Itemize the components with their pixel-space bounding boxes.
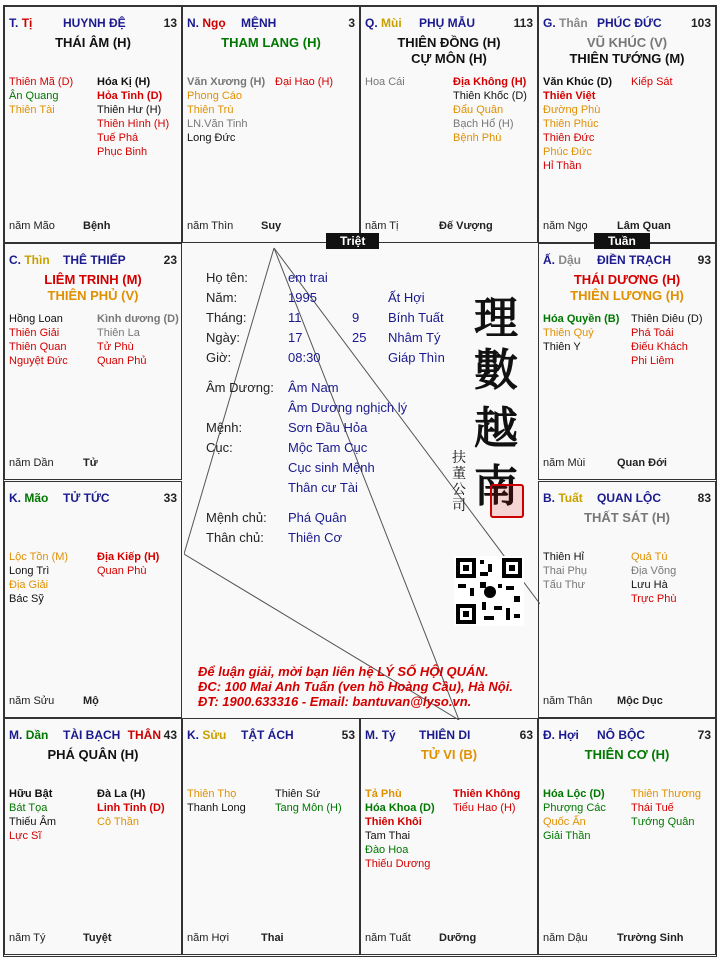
palace-stage: Quan Đới — [617, 457, 667, 469]
minor-stars-left — [187, 75, 265, 145]
palace-can-chi — [365, 728, 396, 742]
minor-star: Đường Phù — [543, 104, 601, 116]
minor-stars-left — [543, 75, 612, 173]
year-value: 1995 — [288, 290, 317, 305]
month-can-chi: Bính Tuất — [388, 310, 444, 325]
minor-star: Văn Khúc (D) — [543, 76, 613, 88]
minor-star: Ân Quang — [9, 90, 59, 102]
minor-star: Nguyệt Đức — [9, 355, 68, 367]
minor-star: Quan Phủ — [97, 355, 147, 367]
minor-star: Địa Giải — [9, 579, 49, 591]
palace-footer — [543, 932, 711, 946]
palace-stage: Mộ — [83, 695, 99, 707]
main-star: THÁI ÂM (H) — [55, 35, 131, 50]
minor-star: Thiên Hư (H) — [97, 104, 162, 116]
palace-can-chi — [365, 16, 402, 30]
palace-header — [9, 253, 177, 269]
main-star: CỰ MÔN (H) — [411, 51, 487, 66]
minor-star: Quả Tú — [631, 551, 668, 563]
contact-address: ĐC: 100 Mai Anh Tuấn (ven hồ Hoàng Cầu), Hà Nội. — [198, 679, 513, 694]
seal-char-3: 越 — [474, 403, 518, 454]
year-label: Năm: — [206, 290, 238, 305]
palace-stage: Suy — [261, 220, 282, 232]
minor-star: Thiên Quý — [543, 327, 594, 339]
day-label: Ngày: — [206, 330, 240, 345]
center-info-panel — [184, 244, 540, 720]
palace-can: N. — [187, 16, 199, 30]
minor-star: Tiểu Hao (H) — [453, 802, 516, 814]
main-star: THIÊN LƯƠNG (H) — [570, 288, 684, 303]
minor-star: Phi Liêm — [631, 355, 674, 367]
contact-block — [198, 664, 513, 709]
minor-star: Hữu Bật — [9, 788, 53, 800]
minor-stars-right — [631, 312, 703, 368]
palace-can: Đ. — [543, 728, 555, 742]
palace-age: 13 — [163, 16, 177, 30]
minor-stars-right — [631, 75, 673, 89]
minor-stars-left — [365, 787, 435, 871]
main-star: THIÊN CƠ (H) — [584, 747, 670, 762]
palace-name: ĐIỀN TRẠCH — [597, 253, 671, 267]
minor-stars-right — [453, 75, 527, 145]
palace-can-chi — [9, 16, 32, 30]
palace-footer — [9, 457, 177, 471]
palace-can-chi — [543, 728, 579, 742]
palace-can: K. — [9, 491, 21, 505]
palace-name: NÔ BỘC — [597, 728, 645, 742]
main-stars — [541, 747, 713, 763]
palace-chi: Tị — [21, 16, 33, 30]
minor-star: Hóa Lộc (D) — [543, 788, 605, 800]
palace-name: QUAN LỘC — [597, 491, 661, 505]
palace-age: 83 — [697, 491, 711, 505]
minor-stars-right — [275, 787, 342, 815]
main-stars — [7, 35, 179, 51]
minor-star: Thiếu Dương — [365, 858, 431, 870]
palace-header — [543, 728, 711, 744]
year-can-chi: Ất Hợi — [388, 290, 425, 305]
palace-ti[interactable] — [360, 718, 538, 955]
palace-can-chi — [187, 16, 226, 30]
than-marker: THÂN — [127, 728, 161, 742]
minor-star: Hỉ Thần — [543, 160, 582, 172]
minor-star: Long Trì — [9, 565, 50, 577]
hour-value: 08:30 — [288, 350, 321, 365]
palace-stage: Lâm Quan — [617, 220, 671, 232]
minor-star: Tuế Phá — [97, 132, 139, 144]
minor-star: Điếu Khách — [631, 341, 688, 353]
palace-chi: Thìn — [24, 253, 50, 267]
palace-age: 93 — [697, 253, 711, 267]
day-lunar: 25 — [352, 330, 367, 345]
minor-stars-left — [543, 550, 587, 592]
palace-name: TẬT ÁCH — [241, 728, 294, 742]
am-duong-label: Âm Dương: — [206, 380, 274, 395]
minor-star: Thiên Mã (D) — [9, 76, 74, 88]
minor-star: LN.Văn Tinh — [187, 118, 248, 130]
palace-name: HUYNH ĐỆ — [63, 16, 126, 30]
palace-can: Ấ. — [543, 253, 555, 267]
palace-thin[interactable] — [4, 243, 182, 480]
seal-char-2: 數 — [474, 345, 518, 396]
minor-stars-right — [453, 787, 520, 815]
palace-header — [543, 253, 711, 269]
minor-star: Thiên Tài — [9, 104, 55, 116]
minor-star: Thiên Thương — [631, 788, 702, 800]
palace-header — [365, 728, 533, 744]
palace-can: B. — [543, 491, 555, 505]
palace-can-chi — [9, 491, 48, 505]
main-stars — [185, 35, 357, 51]
palace-can: G. — [543, 16, 556, 30]
minor-star: Thiên Y — [543, 341, 581, 353]
minor-star: Thiên Hình (H) — [97, 118, 170, 130]
palace-can-chi — [543, 491, 583, 505]
than-chu-value: Thiên Cơ — [288, 530, 343, 545]
minor-star: Đào Hoa — [365, 844, 409, 856]
minor-star: Địa Kiếp (H) — [97, 551, 160, 563]
minor-star: Trực Phù — [631, 593, 677, 605]
palace-stage: Mộc Dục — [617, 695, 663, 707]
palace-header — [9, 491, 177, 507]
qr-code-icon[interactable] — [454, 556, 524, 626]
palace-year: năm Thìn — [187, 220, 234, 232]
minor-star: Lưu Hà — [631, 579, 668, 591]
palace-year: năm Thân — [543, 695, 593, 707]
minor-star: Địa Không (H) — [453, 76, 527, 88]
palace-footer — [365, 220, 533, 234]
minor-star: Thiên Khốc (D) — [453, 90, 527, 102]
palace-age: 43 — [163, 728, 177, 742]
palace-chi: Dậu — [558, 253, 582, 267]
palace-stage: Bệnh — [83, 220, 111, 232]
minor-star: Đẩu Quân — [453, 104, 504, 116]
minor-star: Hỏa Tinh (D) — [97, 90, 163, 102]
minor-stars-right — [97, 787, 165, 829]
palace-age: 63 — [519, 728, 533, 742]
seal-side-text: 扶董公司 — [452, 450, 466, 514]
minor-stars-left — [187, 787, 246, 815]
red-seal-stamp-icon — [490, 484, 524, 518]
minor-stars-right — [97, 312, 179, 368]
palace-footer — [187, 220, 355, 234]
minor-star: Bác Sỹ — [9, 593, 44, 605]
palace-header — [543, 16, 711, 32]
palace-year: năm Tị — [365, 220, 399, 232]
tu-vi-chart — [3, 5, 717, 957]
palace-than[interactable] — [538, 6, 716, 243]
main-stars — [363, 35, 535, 67]
name-label: Họ tên: — [206, 270, 248, 285]
palace-name: PHỤ MẪU — [419, 16, 475, 30]
seal-char-4: 南 — [474, 461, 518, 512]
contact-line-1: Để luận giải, mời bạn liên hệ LÝ SỐ HỘI QUÁN. — [198, 664, 489, 679]
palace-footer — [543, 695, 711, 709]
day-can-chi: Nhâm Tý — [388, 330, 441, 345]
contact-phone-email[interactable]: ĐT: 1900.633316 - Email: bantuvan@lyso.vn. — [198, 694, 472, 709]
minor-star: Thiên Khôi — [365, 816, 422, 828]
cuc-relation: Cục sinh Mệnh — [288, 460, 375, 475]
minor-star: Bệnh Phù — [453, 132, 502, 144]
palace-tuat[interactable] — [538, 481, 716, 718]
minor-star: Thiên Phúc — [543, 118, 599, 130]
minor-star: Đà La (H) — [97, 788, 146, 800]
palace-can: T. — [9, 16, 19, 30]
palace-chi: Sửu — [202, 728, 227, 742]
minor-stars-left — [543, 787, 606, 843]
palace-age: 3 — [348, 16, 355, 30]
minor-stars-left — [543, 312, 619, 354]
palace-age: 113 — [513, 16, 533, 30]
minor-star: Hóa Khoa (D) — [365, 802, 435, 814]
palace-suu[interactable] — [182, 718, 360, 955]
minor-star: Lực Sĩ — [9, 830, 42, 842]
palace-year: năm Tuất — [365, 932, 411, 944]
tuan-tag: Tuần — [594, 233, 650, 249]
palace-name: TÀI BẠCH — [63, 728, 121, 742]
minor-star: Thiên Hỉ — [543, 551, 584, 563]
minor-star: Phúc Đức — [543, 146, 592, 158]
palace-year: năm Dậu — [543, 932, 588, 944]
minor-star: Tấu Thư — [543, 579, 586, 591]
minor-stars-left — [9, 75, 73, 117]
main-star: THẤT SÁT (H) — [584, 510, 670, 525]
palace-chi: Mão — [24, 491, 49, 505]
palace-chi: Ngọ — [202, 16, 226, 30]
triet-tag: Triệt — [326, 233, 379, 249]
palace-can-chi — [187, 728, 226, 742]
palace-chi: Hợi — [558, 728, 579, 742]
palace-dau[interactable] — [538, 243, 716, 480]
minor-star: Lộc Tồn (M) — [9, 551, 69, 563]
minor-stars-right — [97, 75, 169, 159]
minor-star: Hồng Loan — [9, 313, 63, 325]
palace-footer — [187, 932, 355, 946]
palace-header — [187, 728, 355, 744]
minor-star: Thiên Quan — [9, 341, 67, 353]
hour-can-chi: Giáp Thìn — [388, 350, 445, 365]
palace-name: TỬ TỨC — [63, 491, 110, 505]
palace-can-chi — [9, 728, 48, 742]
minor-star: Thiên Giải — [9, 327, 60, 339]
minor-star: Bát Tọa — [9, 802, 48, 814]
palace-hoi[interactable] — [538, 718, 716, 955]
palace-ty[interactable] — [4, 6, 182, 243]
main-stars — [541, 272, 713, 304]
palace-stage: Dưỡng — [439, 932, 477, 944]
palace-year: năm Mão — [9, 220, 55, 232]
cuc-label: Cục: — [206, 440, 233, 455]
palace-year: năm Dần — [9, 457, 54, 469]
palace-mui[interactable] — [360, 6, 538, 243]
palace-year: năm Ngọ — [543, 220, 588, 232]
palace-age: 53 — [341, 728, 355, 742]
am-duong-note: Âm Dương nghịch lý — [288, 400, 408, 415]
minor-star: Thiên Việt — [543, 90, 596, 102]
minor-star: Đại Hao (H) — [275, 76, 334, 88]
minor-stars-left — [9, 312, 68, 368]
palace-can: C. — [9, 253, 21, 267]
menh-value: Sơn Đầu Hỏa — [288, 420, 368, 435]
minor-star: Thiên Thọ — [187, 788, 237, 800]
palace-year: năm Mùi — [543, 457, 586, 469]
minor-star: Bạch Hổ (H) — [453, 118, 514, 130]
menh-chu-label: Mệnh chủ: — [206, 510, 267, 525]
minor-star: Thiên Trù — [187, 104, 234, 116]
month-lunar: 9 — [352, 310, 360, 325]
palace-can: M. — [365, 728, 379, 742]
palace-name: THÊ THIẾP — [63, 253, 126, 267]
main-stars — [541, 510, 713, 526]
minor-star: Thiên Sứ — [275, 788, 321, 800]
palace-dan[interactable] — [4, 718, 182, 955]
palace-header — [365, 16, 533, 32]
minor-star: Tang Môn (H) — [275, 802, 342, 814]
month-value: 11 — [288, 310, 302, 325]
palace-footer — [543, 457, 711, 471]
minor-star: Thiên Không — [453, 788, 521, 800]
palace-header — [9, 728, 177, 744]
minor-star: Thiếu Âm — [9, 816, 57, 828]
minor-star: Tử Phù — [97, 341, 134, 353]
main-star: THIÊN PHỦ (V) — [47, 288, 139, 303]
minor-stars-right — [631, 787, 701, 829]
palace-can-chi — [543, 253, 581, 267]
minor-star: Linh Tinh (D) — [97, 802, 165, 814]
minor-star: Long Đức — [187, 132, 236, 144]
main-star: PHÁ QUÂN (H) — [47, 747, 139, 762]
palace-footer — [543, 220, 711, 234]
menh-chu-value: Phá Quân — [288, 510, 347, 525]
minor-star: Phá Toái — [631, 327, 674, 339]
palace-footer — [365, 932, 533, 946]
palace-header — [543, 491, 711, 507]
palace-chi: Dần — [25, 728, 49, 742]
palace-name: MỆNH — [241, 16, 277, 30]
main-star: THÁI DƯƠNG (H) — [573, 272, 681, 287]
palace-year: năm Sửu — [9, 695, 55, 707]
palace-name: PHÚC ĐỨC — [597, 16, 662, 30]
day-value: 17 — [288, 330, 303, 345]
palace-footer — [9, 932, 177, 946]
palace-chi: Thân — [559, 16, 588, 30]
palace-stage: Tuyệt — [83, 932, 112, 944]
main-star: THIÊN ĐỒNG (H) — [397, 35, 501, 50]
minor-star: Kình dương (D) — [97, 313, 179, 325]
minor-stars-right — [275, 75, 333, 89]
minor-star: Địa Võng — [631, 565, 677, 577]
palace-age: 23 — [163, 253, 177, 267]
main-star: THIÊN TƯỚNG (M) — [569, 51, 685, 66]
minor-stars-left — [9, 550, 68, 606]
palace-stage: Đế Vượng — [439, 220, 493, 232]
main-star: THAM LANG (H) — [221, 35, 321, 50]
main-stars — [363, 747, 535, 763]
hour-label: Giờ: — [206, 350, 232, 365]
palace-year: năm Hợi — [187, 932, 230, 944]
minor-star: Phục Binh — [97, 146, 148, 158]
palace-footer — [9, 220, 177, 234]
palace-can-chi — [9, 253, 50, 267]
palace-footer — [9, 695, 177, 709]
minor-stars-right — [97, 550, 159, 578]
minor-star: Quốc Ấn — [543, 816, 586, 828]
minor-star: Văn Xương (H) — [187, 76, 266, 88]
palace-stage: Trường Sinh — [617, 932, 684, 944]
minor-star: Cô Thần — [97, 816, 139, 828]
minor-star: Phượng Các — [543, 802, 606, 814]
am-duong-value: Âm Nam — [288, 380, 339, 395]
name-value: em trai — [288, 270, 328, 285]
month-label: Tháng: — [206, 310, 247, 325]
palace-age: 103 — [690, 16, 711, 30]
minor-stars-left — [365, 75, 405, 89]
main-star: TỬ VI (B) — [420, 747, 478, 762]
palace-chi: Tý — [381, 728, 396, 742]
seal-char-1: 理 — [474, 293, 518, 344]
palace-can: M. — [9, 728, 23, 742]
palace-chi: Mùi — [381, 16, 402, 30]
palace-stage: Thai — [261, 932, 284, 944]
minor-star: Hoa Cái — [365, 76, 405, 88]
minor-star: Giải Thần — [543, 830, 591, 842]
minor-star: Thai Phụ — [543, 565, 588, 577]
palace-header — [187, 16, 355, 32]
palace-age: 33 — [163, 491, 177, 505]
main-stars — [541, 35, 713, 67]
minor-star: Thiên Đức — [543, 132, 595, 144]
than-cu: Thân cư Tài — [288, 480, 358, 495]
minor-star: Thái Tuế — [631, 802, 674, 814]
minor-star: Phong Cáo — [187, 90, 243, 102]
palace-header — [9, 16, 177, 32]
main-stars — [7, 272, 179, 304]
palace-mao[interactable] — [4, 481, 182, 718]
palace-can: Q. — [365, 16, 378, 30]
palace-name: THIÊN DI — [419, 728, 471, 742]
minor-stars-right — [631, 550, 676, 606]
minor-star: Kiếp Sát — [631, 76, 673, 88]
minor-star: Thiên La — [97, 327, 140, 339]
cuc-value: Mộc Tam Cục — [288, 440, 368, 455]
palace-year: năm Tý — [9, 932, 46, 944]
minor-star: Tả Phù — [365, 788, 402, 800]
menh-label: Mệnh: — [206, 420, 243, 435]
palace-stage: Tử — [83, 457, 98, 469]
minor-star: Quan Phù — [97, 565, 147, 577]
main-star: LIÊM TRINH (M) — [44, 272, 142, 287]
minor-star: Hóa Kị (H) — [97, 76, 151, 88]
palace-ngo[interactable] — [182, 6, 360, 243]
minor-stars-left — [9, 787, 56, 843]
minor-star: Thanh Long — [187, 802, 246, 814]
than-chu-label: Thân chủ: — [206, 530, 264, 545]
palace-can-chi — [543, 16, 588, 30]
minor-star: Tam Thai — [365, 830, 411, 842]
palace-can: K. — [187, 728, 199, 742]
minor-star: Thiên Diêu (D) — [631, 313, 703, 325]
main-stars — [7, 747, 179, 763]
main-star: VŨ KHÚC (V) — [586, 35, 668, 50]
palace-age: 73 — [697, 728, 711, 742]
minor-star: Hóa Quyền (B) — [543, 313, 620, 325]
palace-chi: Tuất — [558, 491, 583, 505]
minor-star: Tướng Quân — [631, 816, 695, 828]
